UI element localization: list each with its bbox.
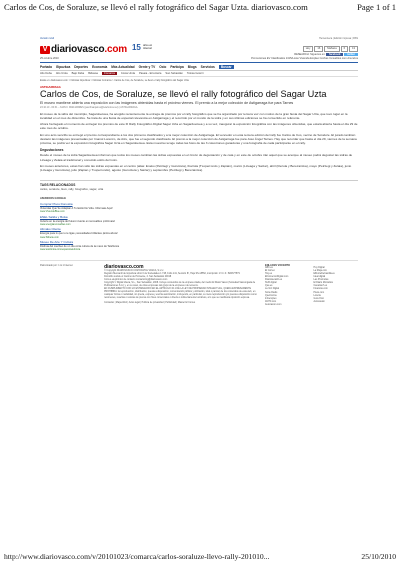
article-paragraph: El museo de la sidra del municipio, Sagardoetxea, ha acogido recientemente la entrega de premios por el rally fotográfico que se ha organizado por tercera vez con motivo de la gran fiesta del Sagar Uzta, que tuvo lugar en la localidad en el mes de diciembre. Se trata de una fiesta de especial relevancia en Astigarraga y el recorrido por el mundo de la sidra y en sus últimas ediciones se ha convertido en referente. xyxy=(40,111,348,120)
ad-item[interactable] xyxy=(40,216,358,226)
ad-title[interactable]: ENEL Salida y Bolsa xyxy=(40,214,68,219)
vocento-link[interactable]: Ideal digital xyxy=(313,276,326,279)
print-footer xyxy=(4,552,396,561)
ad-item[interactable] xyxy=(40,241,358,251)
logo-name: diariovasco xyxy=(51,44,105,55)
vocento-links xyxy=(265,264,358,307)
ad-desc: Invierte en la energía del futuro invierte en renovables ¡infórmate! xyxy=(40,219,116,223)
nav-item[interactable]: Gente y TV xyxy=(138,64,156,69)
breadcrumb[interactable]: Estás en: diariovasco.com > Noticias Gipuzkoa > Noticias Comarca > Carlos de Cos, de Soraluze, se llevó el rally fotográfico del Sagar Uzta xyxy=(40,79,189,83)
nav-item[interactable]: Economía xyxy=(92,64,108,69)
vocento-link[interactable]: Hoy Digital xyxy=(313,266,325,269)
subnav-item[interactable]: Alto Deba xyxy=(40,71,52,75)
top-bar xyxy=(40,36,358,42)
ad-item[interactable] xyxy=(40,203,358,213)
vocento-link[interactable]: Las Provincias xyxy=(313,279,329,282)
current-date: 25 octubre 2010 xyxy=(40,57,59,60)
ad-desc: Energía para lo que tu te ligas ¡necesidades brillantes ¡Entra ahora! xyxy=(40,232,118,236)
nav-item[interactable]: Blogs xyxy=(187,64,197,69)
weather-boxes: Hoy 16 Mañana 6 13 xyxy=(294,46,358,51)
nav-item[interactable]: Más Actualidad xyxy=(111,64,135,69)
vocento-link[interactable]: QueCocina xyxy=(265,294,277,297)
subnav-item[interactable]: San Sebastián xyxy=(165,71,183,75)
tags-title: TAGS RELACIONADOS xyxy=(40,180,358,187)
vocento-link[interactable]: La Voz Digital xyxy=(265,288,280,291)
print-header xyxy=(4,2,396,16)
anniversary-badge: 15 años en internet xyxy=(131,43,153,52)
vocento-link[interactable]: Hoy.es xyxy=(265,272,273,275)
vocento-link[interactable]: La Rioja.com xyxy=(313,269,327,272)
ad-desc: Disfruta del mecheo de un día corta cultura de la mano de Telefónica xyxy=(40,245,120,249)
vocento-link[interactable]: El Correo xyxy=(265,269,275,272)
vocento-link[interactable]: Infoempleo xyxy=(265,297,277,300)
print-footer-url: http://www.diariovasco.com/v/20101023/comarca/carlos-soraluze-llevo-rally-201010... xyxy=(4,552,270,561)
ad-item[interactable] xyxy=(40,228,358,238)
subnav-item[interactable]: Tolosa Goierri xyxy=(186,71,204,75)
vocento-link[interactable]: Norte Radio xyxy=(265,291,278,294)
nav-item[interactable]: Servicios xyxy=(200,64,215,69)
vocento-link[interactable]: ElComercioDigital.com xyxy=(265,276,289,279)
section-tag: ASTIGARRAGA xyxy=(40,84,61,89)
article-byline: 23.10.10 - 00:31 - JUAN F. MANJARRES (juanfmanjarres@telefonica.net) | ASTIGARRAGA. xyxy=(40,106,139,110)
ad-url[interactable]: www.energiarenovables.com xyxy=(40,222,71,226)
main-nav xyxy=(40,62,358,71)
logo-mark-icon: V xyxy=(40,46,50,54)
print-header-title: Carlos de Cos, de Soraluze, se llevó el rally fotográfico del Sagar Uzta. diariovasco.com xyxy=(4,2,308,12)
vocento-link[interactable]: Finanzas.com xyxy=(313,288,328,291)
vocento-link[interactable]: Lotería xyxy=(313,294,321,297)
vocento-link[interactable]: Pisos.com xyxy=(313,291,325,294)
nav-item[interactable]: Portada xyxy=(40,64,52,69)
vocento-col-1 xyxy=(265,267,309,307)
subnav-item[interactable]: Pasaia - Errenteria xyxy=(139,71,162,75)
mobile-version-link[interactable]: Versión móvil xyxy=(40,37,55,41)
weather-and-social xyxy=(294,46,358,56)
masthead xyxy=(40,43,358,56)
vocento-link[interactable]: ABC.es xyxy=(265,266,273,269)
vocento-link[interactable]: Guía Ocio xyxy=(313,297,324,300)
ads-list xyxy=(40,203,358,252)
subnav-item[interactable]: Costa Urola xyxy=(120,71,136,75)
ad-title[interactable]: Alimako Cliente xyxy=(40,227,61,232)
footer-legal: diariovasco.com © Copyright DIARIOVASCO.COM DIGITAL VASCA, S.L.U. Registro Mercantil de Gipuzkoa Libro 0 de Sociedades 1 748, Folio 141, Sección 8ª, Hoja SS-18552, inscripción 1ª C.I.F.: B20677579 Domicilio social en Camino de Portuetxe, 2. San Sebastián 20018 Correo electrónico de contacto contactoimg@diariovasco.com Copyright © Digital Vasca, S.L., San Sebastián, 2008. Incluye contenidos de la empresa citada, del medio El Diario Vasco (Sociedad Vascongada de Publicaciones S.A.) y, en su caso, de otras empresas del grupo de la empresa o de terceros. EN CUMPLIMIENTO CON LO ESTABLECIDO EN EL ARTÍCULO 32.1 DE LA LEY DE PROPIEDAD INTELECTUAL, QUEDA EXPRESAMENTE PROHIBIDA: la reproducción, distribución, puesta a disposición, comunicación pública y utilización, total o parcial, de los contenidos de esta web, en cualquier forma o modalidad, sin previa, expresa y escrita autorización, incluyendo, en particular, su mera reproducción y/o puesta a disposición como resúmenes, reseñas o revistas de prensa con fines comerciales o directa o indirectamente lucrativos, a lo que se manifiesta oposición expresa. Contactar | Mapa Web | Aviso legal | Política de privacidad | Publicidad | Master El Correo xyxy=(104,264,259,307)
nav-item[interactable]: Gipuzkoa xyxy=(55,64,71,69)
nav-item-search[interactable]: Buscar xyxy=(220,64,232,69)
subnav-item[interactable]: Bajo Deba xyxy=(71,71,85,75)
article-paragraph: En meses anteriores, estas han sido las sidras expuestas en el centro (alias: Eneko (Petritegi y Gurutzeta), Ibarrola (Txoperrondo y Zapiain), marzo (Lizeaga y Saizar), abril (Rezola y Berezaintxa), mayo (Petritegi y Zelaia), junio (Lizeaga y Gurutzeta), julio (Zapian y Txoperrondo), agosto (Gurutzeta y Saizar) y septiembre (Petritegi y Berezaintxa). xyxy=(40,163,352,173)
article-subtitle: El museo mantiene abierta una exposición con las imágenes obtenidas hasta el próximo viernes. El premio a la mejor colección de Astigarraga fue para Tarnes xyxy=(40,100,294,105)
ad-title[interactable]: Comprar Pisos Donostia xyxy=(40,201,73,206)
article-subhead: Degustaciones xyxy=(40,148,64,153)
follow-label: RESEARCH: Síguenos en: xyxy=(294,52,326,56)
ads-label: ANUNCIOS GOOGLE xyxy=(40,197,66,201)
nav-item[interactable]: Deportes xyxy=(74,64,89,69)
footer-logo[interactable]: diariovasco.com xyxy=(104,263,144,270)
facebook-button[interactable]: facebook xyxy=(326,53,343,56)
subnav-item[interactable]: Alto Urola xyxy=(55,71,68,75)
vocento-link[interactable]: 11870.com xyxy=(265,300,277,303)
site-footer xyxy=(40,260,358,307)
ad-desc: Viviendas Que Se Adaptan A Tu Estilo De Vida. Infórmate Aquí! xyxy=(40,206,113,210)
vocento-link[interactable]: Canarias7.es xyxy=(313,285,328,288)
subnav-item[interactable]: Bidasoa xyxy=(88,71,98,75)
vocento-link[interactable]: Qué.es xyxy=(265,285,273,288)
subnav-item[interactable]: Comarca xyxy=(103,71,115,75)
nav-item[interactable]: Ocio xyxy=(159,64,167,69)
article-paragraph: Ahora ha llegado el momento de entregar los premios de este III Rally Fotográfico Digital Sagar Uzta en Sagardoetxea y a su vez, inaugurar la exposición fotográfica con las imágenes obtenidas, que estará abierta hasta el día 29 de este mes de octubre. xyxy=(40,122,358,131)
vocento-link[interactable]: Diariodecadiz.es xyxy=(265,279,283,282)
nav-item[interactable]: Participa xyxy=(170,64,184,69)
article-paragraph: Desde el museo de la sidra Sagardoetxea informan que todos los meses cambian las sidras expuestas en el rincón de degustación y de cata y en este de octubre irán aquél que se acerque al museo podrá degustar las sidras de Lizeaga y Zelaia al tradicional y conocido estilo del txotx. xyxy=(40,153,353,162)
print-header-page: Page 1 of 1 xyxy=(357,2,396,12)
vocento-link[interactable]: Autocasion.com xyxy=(265,303,282,306)
vocento-link[interactable]: ElNorteDeCastilla.es xyxy=(313,272,335,275)
tags-list[interactable]: carlos, soraluze, llevo, rally, fotografico, sagar, uzta xyxy=(40,187,104,192)
vocento-col-2 xyxy=(314,267,358,307)
vocento-link[interactable]: SUR digital xyxy=(265,282,277,285)
print-footer-date: 25/10/2010 xyxy=(361,552,396,561)
article-title: Carlos de Cos, de Soraluze, se llevó el rally fotográfico del Sagar Uzta xyxy=(40,89,327,100)
logo-tld: .com xyxy=(104,44,127,55)
site-logo[interactable] xyxy=(40,43,161,56)
article-paragraph: En uno acto sencillo se entregó el premio correspondiente a los dos primeros clasificados y a la mejor colección de Astigarraga. El vencedor en esta tercera edición del rally fue Carlos de Cos, vecino de Soraluze. El jurado también destacó las imágenes presentadas por Imanol Lorenzo, de Aizu, que fue el segundo clasificado. El premio a la mejor colección de Astigarraga fue para José Ángel Tarnes. Hay que recordar que hasta el día 29, viernes de la semana próxima, se podrá ver la exposición fotográfica Sagar Uzta en Sagardoetxea. Esta muestra recoge todas las fotos de las 3 colecciones ganadoras y una fotografía de cada participante en el rally. xyxy=(40,132,357,145)
footer-sponsor[interactable]: Patrocinado por: 1 & 1 Internet xyxy=(40,263,73,267)
footer-links[interactable]: Contactar | Mapa Web | Aviso legal | Política de privacidad | Publicidad | Master El Correo xyxy=(104,301,196,304)
vocento-link[interactable]: El Diario Montañés xyxy=(313,282,333,285)
date-row xyxy=(40,57,358,60)
ad-url[interactable]: www.Stibetie.com xyxy=(40,235,59,239)
ad-title[interactable]: Museo De Arte Y Cultura xyxy=(40,240,74,245)
vocento-title: ENLACES VOCENTO xyxy=(265,263,290,267)
promo-links[interactable]: Promociones EV Clasificados 1/4/5/Loote Vivienda Empleo Coches Inmuebles.com Anuncios xyxy=(251,57,358,60)
ad-url[interactable]: www.telefonica.com/espaciotelefonica xyxy=(40,248,81,252)
vocento-link[interactable]: Autocasion xyxy=(313,300,325,303)
ad-url[interactable]: www.ViviendeBlue.com xyxy=(40,210,65,214)
top-right-links[interactable]: Hemeroteca | Edición impresa | RSS xyxy=(319,37,358,41)
sub-nav xyxy=(40,71,358,78)
web-page xyxy=(40,36,358,307)
twitter-button[interactable]: twitter xyxy=(344,53,358,56)
